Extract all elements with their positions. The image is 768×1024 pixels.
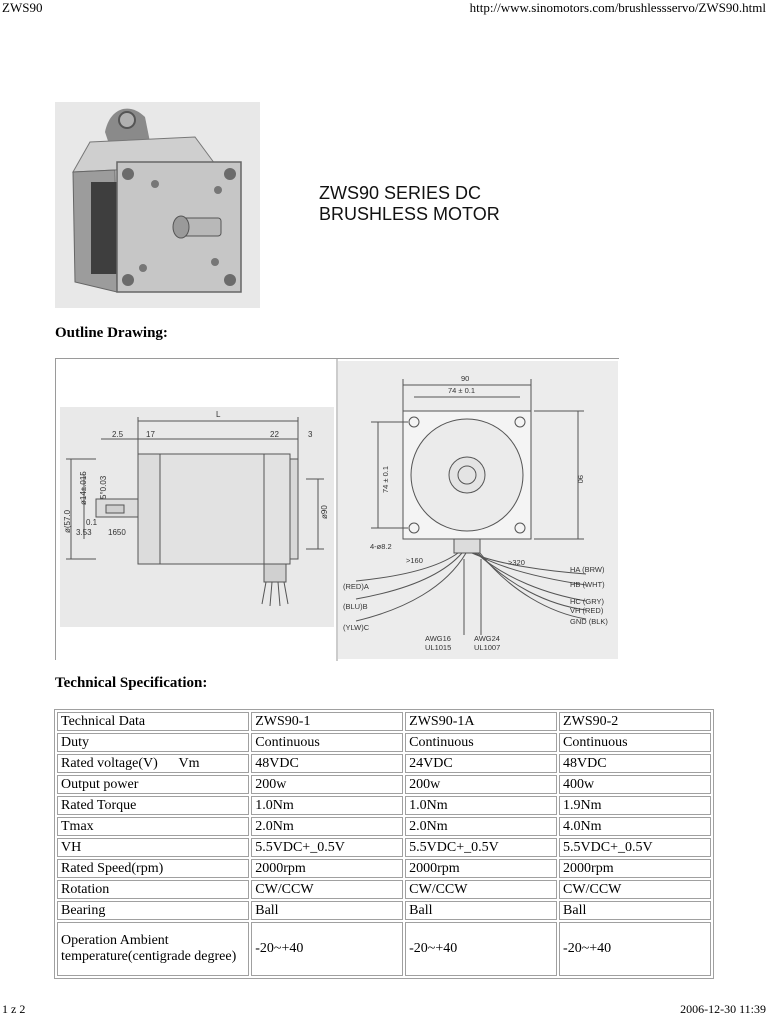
table-cell: -20~+40 <box>251 922 403 976</box>
table-row <box>57 796 711 815</box>
table-cell: Tmax <box>57 817 249 836</box>
table-cell: 48VDC <box>559 754 711 773</box>
table-cell: 2.0Nm <box>405 817 557 836</box>
table-cell: Continuous <box>559 733 711 752</box>
table-cell: 48VDC <box>251 754 403 773</box>
table-cell: 400w <box>559 775 711 794</box>
dim-front-90: 90 <box>461 374 470 383</box>
outline-drawing <box>55 358 619 660</box>
dim-0-1: 0.1 <box>86 518 98 527</box>
table-cell: -20~+40 <box>405 922 557 976</box>
ul1007-label: UL1007 <box>474 643 501 652</box>
table-cell: 200w <box>405 775 557 794</box>
awg16-label: AWG16 <box>425 634 451 643</box>
wire-hb: HB (WHT) <box>570 580 605 589</box>
dim-shaft: ø14±.015 <box>79 471 88 505</box>
page-footer-page-number: 1 z 2 <box>2 1002 26 1016</box>
dim-mounting-holes: 4-ø8.2 <box>370 542 392 551</box>
dim-phi90: ø90 <box>320 505 329 519</box>
product-title-line2: BRUSHLESS MOTOR <box>319 204 500 224</box>
wire-gnd: GND (BLK) <box>570 617 608 626</box>
table-header-cell: Technical Data <box>57 712 249 731</box>
table-row <box>57 859 711 878</box>
table-cell: Continuous <box>251 733 403 752</box>
table-cell: Bearing <box>57 901 249 920</box>
table-cell: 200w <box>251 775 403 794</box>
table-header-cell: ZWS90-1 <box>251 712 403 731</box>
lead-length-160: >160 <box>406 556 423 565</box>
dim-front-74-vertical: 74 ± 0.1 <box>381 465 390 493</box>
table-cell: 5.5VDC+_0.5V <box>559 838 711 857</box>
wire-hc: HC (GRY) <box>570 597 605 606</box>
table-cell: Continuous <box>405 733 557 752</box>
dim-front-90-vertical: 90 <box>576 475 585 484</box>
table-cell: 1.0Nm <box>405 796 557 815</box>
table-cell: Output power <box>57 775 249 794</box>
table-cell: 2000rpm <box>251 859 403 878</box>
spec-table-header-row <box>57 712 711 731</box>
dim-22: 22 <box>270 430 279 439</box>
table-row <box>57 922 711 976</box>
page-header-title: ZWS90 <box>2 0 43 15</box>
wire-ylw-c: (YLW)C <box>343 623 370 632</box>
dim-2-5: 2.5 <box>112 430 124 439</box>
table-cell: 1.9Nm <box>559 796 711 815</box>
table-cell: Ball <box>405 901 557 920</box>
table-cell: 24VDC <box>405 754 557 773</box>
table-row <box>57 901 711 920</box>
table-row <box>57 817 711 836</box>
wire-ha: HA (BRW) <box>570 565 605 574</box>
lead-length-320: >320 <box>508 558 525 567</box>
table-cell: Duty <box>57 733 249 752</box>
dim-1650: 1650 <box>108 528 126 537</box>
table-row <box>57 838 711 857</box>
spec-table <box>54 709 714 979</box>
product-title <box>319 183 579 225</box>
table-cell: CW/CCW <box>251 880 403 899</box>
table-cell: Ball <box>251 901 403 920</box>
table-cell: Rated Torque <box>57 796 249 815</box>
table-cell: 2000rpm <box>559 859 711 878</box>
outline-drawing-heading: Outline Drawing: <box>55 325 168 341</box>
table-cell: 4.0Nm <box>559 817 711 836</box>
awg24-label: AWG24 <box>474 634 500 643</box>
ul1015-label: UL1015 <box>425 643 452 652</box>
table-header-cell: ZWS90-2 <box>559 712 711 731</box>
dim-17: 17 <box>146 430 155 439</box>
dim-front-74: 74 ± 0.1 <box>448 386 476 395</box>
wire-red-a: (RED)A <box>343 582 369 591</box>
table-cell: 5.5VDC+_0.5V <box>405 838 557 857</box>
dim-tolerance: 5°0.03 <box>99 475 108 499</box>
table-header-cell: ZWS90-1A <box>405 712 557 731</box>
technical-specification-heading: Technical Specification: <box>55 675 208 691</box>
table-row <box>57 733 711 752</box>
table-cell: 1.0Nm <box>251 796 403 815</box>
table-row <box>57 775 711 794</box>
table-cell: Ball <box>559 901 711 920</box>
table-row <box>57 880 711 899</box>
table-cell: Rated Speed(rpm) <box>57 859 249 878</box>
dim-L: L <box>216 410 221 419</box>
wire-vh: VH (RED) <box>570 606 604 615</box>
table-cell: 5.5VDC+_0.5V <box>251 838 403 857</box>
table-cell: CW/CCW <box>405 880 557 899</box>
page-header-url: http://www.sinomotors.com/brushlessservo/ZWS90.html <box>469 0 766 15</box>
table-cell: CW/CCW <box>559 880 711 899</box>
table-row <box>57 754 711 773</box>
table-cell: -20~+40 <box>559 922 711 976</box>
table-cell: Rotation <box>57 880 249 899</box>
table-cell: VH <box>57 838 249 857</box>
motor-photo <box>55 102 260 308</box>
dim-phi57: ø(57.0 <box>63 509 72 533</box>
dim-3: 3 <box>308 430 313 439</box>
product-title-line1: ZWS90 SERIES DC <box>319 183 482 203</box>
table-cell: Operation Ambient temperature(centigrade degree) <box>57 922 249 976</box>
wire-blu-b: (BLU)B <box>343 602 368 611</box>
table-cell: Rated voltage(V) Vm <box>57 754 249 773</box>
page-footer-timestamp: 2006-12-30 11:39 <box>680 1002 766 1016</box>
dim-3-53: 3.53 <box>76 528 92 537</box>
table-cell: 2.0Nm <box>251 817 403 836</box>
table-cell: 2000rpm <box>405 859 557 878</box>
